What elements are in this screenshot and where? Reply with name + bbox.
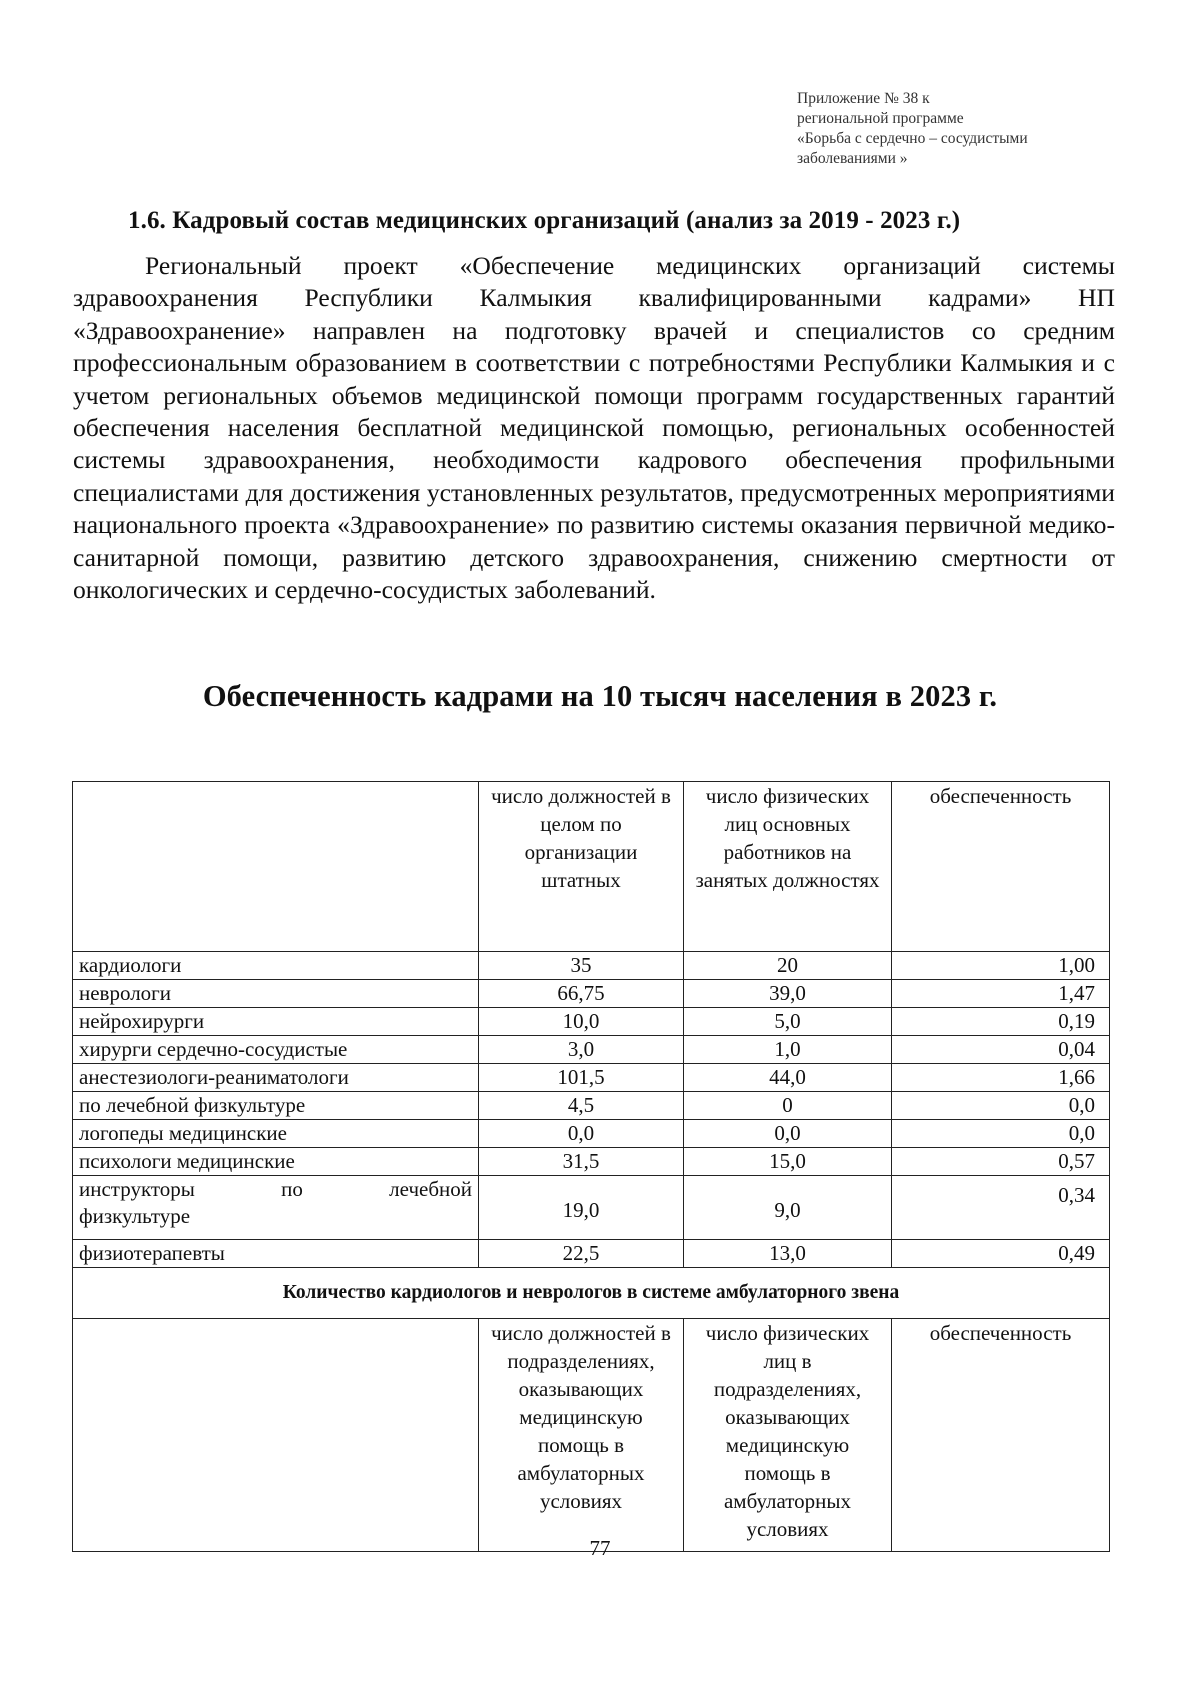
specialty-name: кардиологи (73, 952, 479, 980)
specialty-name-word: лечебной (389, 1177, 472, 1201)
section-heading: 1.6. Кадровый состав медицинских организаций (анализ за 2019 - 2023 г.) (128, 207, 961, 234)
table-row (73, 1120, 1110, 1148)
persons-value: 5,0 (684, 1008, 892, 1036)
staffing-table (72, 781, 1110, 1552)
ratio-value: 0,19 (892, 1008, 1110, 1036)
positions-value: 22,5 (479, 1240, 684, 1268)
positions-value: 4,5 (479, 1092, 684, 1120)
appendix-note (797, 89, 1157, 169)
header-cell-positions: число должностей в целом по организации штатных (479, 782, 684, 952)
table-row (73, 1008, 1110, 1036)
ratio-value: 1,00 (892, 952, 1110, 980)
table-header-row (73, 1319, 1110, 1552)
ratio-value: 0,04 (892, 1036, 1110, 1064)
positions-value: 0,0 (479, 1120, 684, 1148)
positions-value: 31,5 (479, 1148, 684, 1176)
ratio-value: 1,66 (892, 1064, 1110, 1092)
table-row (73, 1148, 1110, 1176)
persons-value: 39,0 (684, 980, 892, 1008)
persons-value: 9,0 (684, 1176, 892, 1240)
table-section-row (73, 1268, 1110, 1319)
appendix-line: заболеваниями » (797, 150, 908, 167)
table-row (73, 1036, 1110, 1064)
specialty-name: психологи медицинские (73, 1148, 479, 1176)
appendix-line: «Борьба с сердечно – сосудистыми (797, 130, 1028, 147)
positions-value: 19,0 (479, 1176, 684, 1240)
specialty-name: физиотерапевты (73, 1240, 479, 1268)
specialty-name: неврологи (73, 980, 479, 1008)
specialty-name-line2: физкультуре (79, 1204, 191, 1228)
body-paragraph: Региональный проект «Обеспечение медицинских организаций системы здравоохранения Республики Калмыкия квалифицированными кадрами» НП «Здравоохранение» направлен на подготовку врачей и специалистов со средним профессиональным образованием в соответствии с потребностями Республики Калмыкия и с учетом региональных объемов медицинской помощи программ государственных гарантий обеспечения населения бесплатной медицинской помощью, региональных особенностей системы здравоохранения, необходимости кадрового обеспечения профильными специалистами для достижения установленных результатов, предусмотренных мероприятиями национального проекта «Здравоохранение» по развитию системы оказания первичной медико-санитарной помощи, развитию детского здравоохранения, снижению смертности от онкологических и сердечно-сосудистых заболеваний. (73, 251, 1115, 605)
ratio-value: 0,0 (892, 1092, 1110, 1120)
header-cell-empty (73, 782, 479, 952)
positions-value: 3,0 (479, 1036, 684, 1064)
persons-value: 0,0 (684, 1120, 892, 1148)
positions-value: 66,75 (479, 980, 684, 1008)
specialty-name: по лечебной физкультуре (73, 1092, 479, 1120)
table-header-row (73, 782, 1110, 952)
persons-value: 44,0 (684, 1064, 892, 1092)
specialty-name (73, 1176, 479, 1240)
table-section-title: Количество кардиологов и неврологов в системе амбулаторного звена (73, 1268, 1110, 1319)
table-row (73, 952, 1110, 980)
persons-value: 0 (684, 1092, 892, 1120)
specialty-name: логопеды медицинские (73, 1120, 479, 1148)
table-title: Обеспеченность кадрами на 10 тысяч населения в 2023 г. (202, 679, 998, 713)
header-cell-empty (73, 1319, 479, 1552)
persons-value: 13,0 (684, 1240, 892, 1268)
ratio-value: 0,0 (892, 1120, 1110, 1148)
ratio-value: 0,49 (892, 1240, 1110, 1268)
positions-value: 35 (479, 952, 684, 980)
persons-value: 1,0 (684, 1036, 892, 1064)
appendix-line: Приложение № 38 к (797, 90, 930, 107)
header-cell-persons: число физических лиц основных работников на занятых должностях (684, 782, 892, 952)
table-row (73, 980, 1110, 1008)
table-row (73, 1176, 1110, 1240)
table-row (73, 1092, 1110, 1120)
header-cell-persons: число физических лиц в подразделениях, оказывающих медицинскую помощь в амбулаторных условиях (684, 1319, 892, 1552)
appendix-line: региональной программе (797, 110, 964, 127)
table-row (73, 1064, 1110, 1092)
ratio-value: 0,34 (892, 1176, 1110, 1240)
page-number: 77 (589, 1536, 611, 1560)
positions-value: 101,5 (479, 1064, 684, 1092)
header-cell-ratio: обеспеченность (892, 1319, 1110, 1552)
header-cell-positions: число должностей в подразделениях, оказывающих медицинскую помощь в амбулаторных условиях (479, 1319, 684, 1552)
header-cell-ratio: обеспеченность (892, 782, 1110, 952)
specialty-name-word: инструкторы (79, 1177, 195, 1201)
specialty-name-word: по (281, 1177, 303, 1201)
specialty-name: анестезиологи-реаниматологи (73, 1064, 479, 1092)
specialty-name: хирурги сердечно-сосудистые (73, 1036, 479, 1064)
specialty-name: нейрохирурги (73, 1008, 479, 1036)
persons-value: 15,0 (684, 1148, 892, 1176)
persons-value: 20 (684, 952, 892, 980)
positions-value: 10,0 (479, 1008, 684, 1036)
ratio-value: 1,47 (892, 980, 1110, 1008)
table-row (73, 1240, 1110, 1268)
ratio-value: 0,57 (892, 1148, 1110, 1176)
